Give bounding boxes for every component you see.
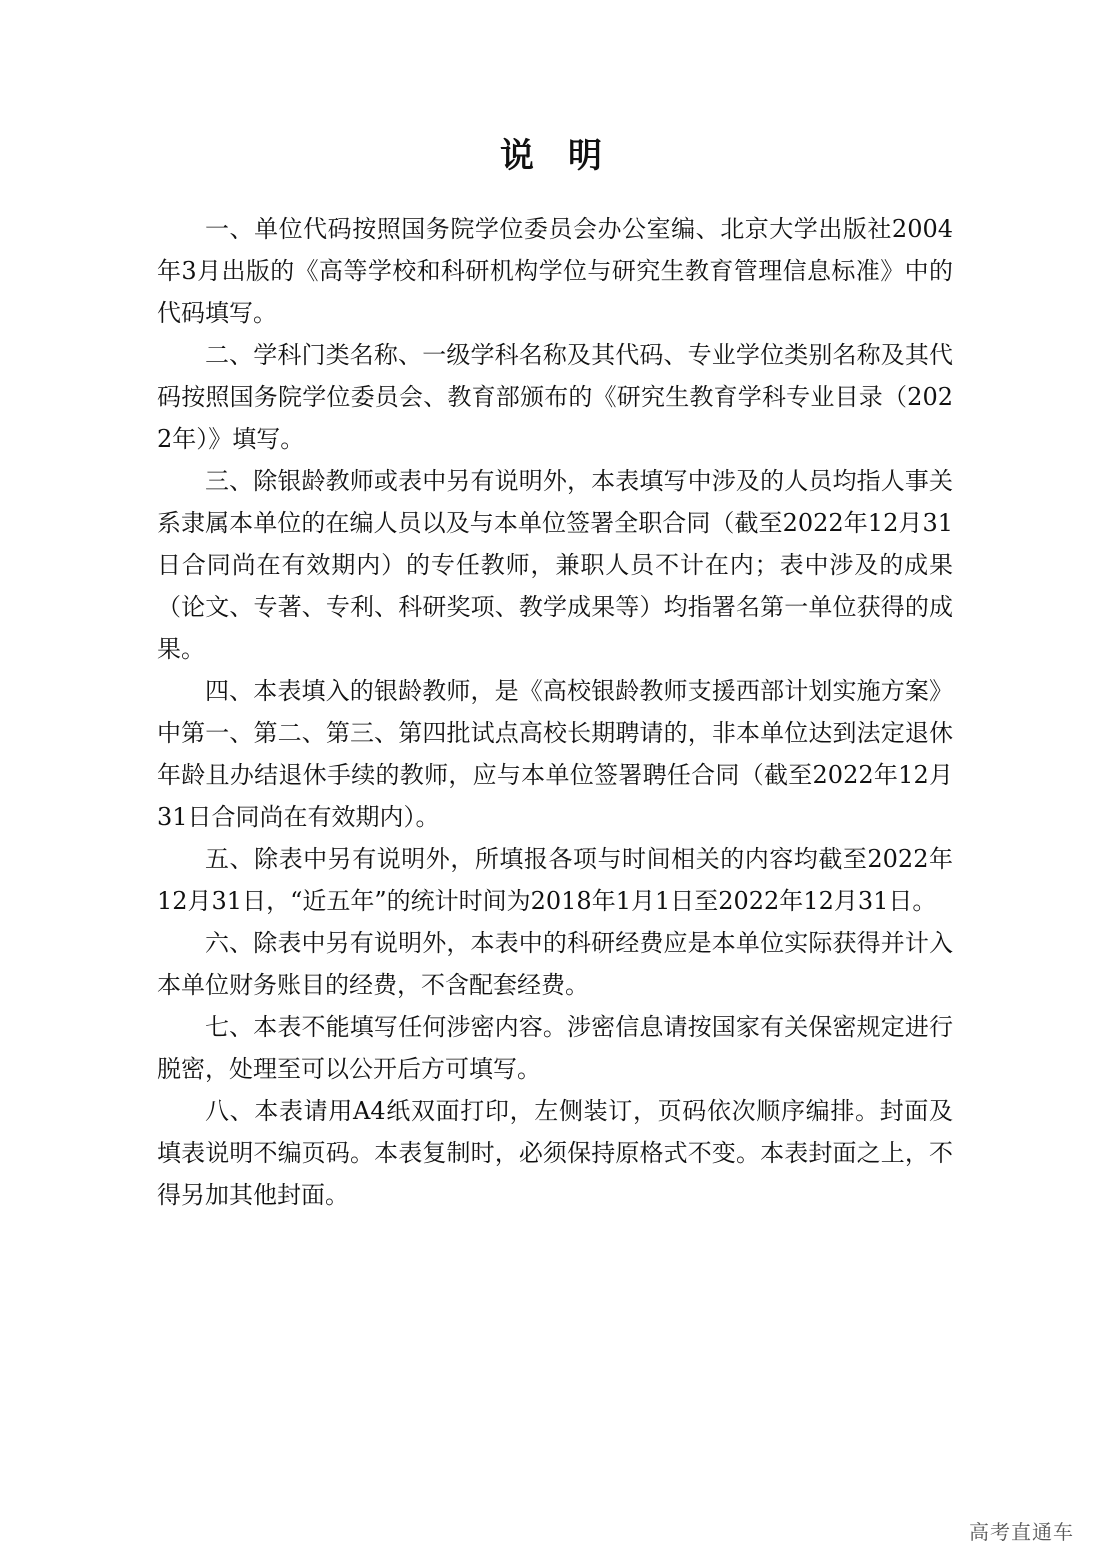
instructions-body xyxy=(157,208,953,1216)
paragraph-4: 四、本表填入的银龄教师，是《高校银龄教师支援西部计划实施方案》中第一、第二、第三、第四批试点高校长期聘请的，非本单位达到法定退休年龄且办结退休手续的教师，应与本单位签署聘任合同（截至2022年12月31日合同尚在有效期内）。 xyxy=(157,677,953,831)
paragraph-8: 八、本表请用A4纸双面打印，左侧装订，页码依次顺序编排。封面及填表说明不编页码。本表复制时，必须保持原格式不变。本表封面之上，不得另加其他封面。 xyxy=(157,1097,953,1209)
paragraph-7: 七、本表不能填写任何涉密内容。涉密信息请按国家有关保密规定进行脱密，处理至可以公开后方可填写。 xyxy=(157,1013,953,1083)
paragraph-2: 二、学科门类名称、一级学科名称及其代码、专业学位类别名称及其代码按照国务院学位委员会、教育部颁布的《研究生教育学科专业目录（2022年）》填写。 xyxy=(157,341,953,453)
paragraph-6: 六、除表中另有说明外，本表中的科研经费应是本单位实际获得并计入本单位财务账目的经费，不含配套经费。 xyxy=(157,929,953,999)
page-title: 说明 xyxy=(500,136,636,176)
paragraph-1: 一、单位代码按照国务院学位委员会办公室编、北京大学出版社2004年3月出版的《高等学校和科研机构学位与研究生教育管理信息标准》中的代码填写。 xyxy=(157,215,953,327)
watermark-text: 高考直通车 xyxy=(969,1520,1074,1544)
paragraph-3: 三、除银龄教师或表中另有说明外，本表填写中涉及的人员均指人事关系隶属本单位的在编人员以及与本单位签署全职合同（截至2022年12月31日合同尚在有效期内）的专任教师，兼职人员不计在内；表中涉及的成果（论文、专著、专利、科研奖项、教学成果等）均指署名第一单位获得的成果。 xyxy=(157,467,953,663)
paragraph-5: 五、除表中另有说明外，所填报各项与时间相关的内容均截至2022年12月31日，“近五年”的统计时间为2018年1月1日至2022年12月31日。 xyxy=(157,845,953,915)
